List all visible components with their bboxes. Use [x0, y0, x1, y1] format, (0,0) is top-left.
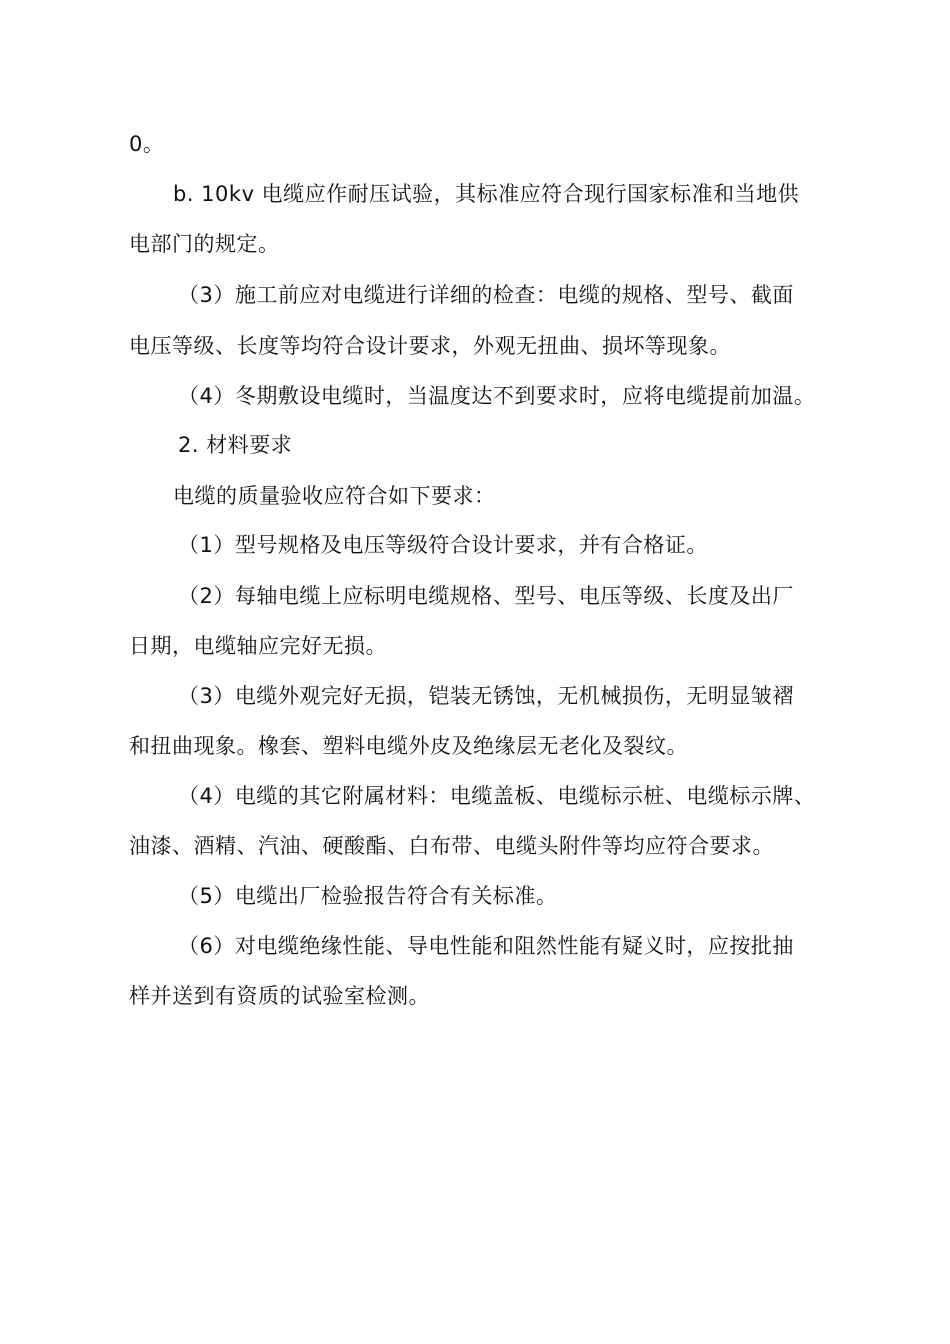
- text-line: 日期，电缆轴应完好无损。: [129, 634, 387, 658]
- text-line: 样并送到有资质的试验室检测。: [129, 984, 430, 1008]
- text-line: 电缆的质量验收应符合如下要求：: [173, 484, 496, 508]
- text-line: （4）冬期敷设电缆时，当温度达不到要求时，应将电缆提前加温。: [178, 384, 816, 408]
- text-line: 油漆、酒精、汽油、硬酸酯、白布带、电缆头附件等均应符合要求。: [129, 834, 774, 858]
- text-line: 电部门的规定。: [129, 232, 280, 256]
- text-line: （3）电缆外观完好无损，铠装无锈蚀，无机械损伤，无明显皱褶: [178, 684, 794, 708]
- text-line: （1）型号规格及电压等级符合设计要求，并有合格证。: [178, 533, 708, 557]
- text-line: （2）每轴电缆上应标明电缆规格、型号、电压等级、长度及出厂: [178, 584, 794, 608]
- text-line: b. 10kv 电缆应作耐压试验，其标准应符合现行国家标准和当地供: [173, 182, 800, 206]
- text-line: 电压等级、长度等均符合设计要求，外观无扭曲、损坏等现象。: [129, 334, 731, 358]
- text-line: 和扭曲现象。橡套、塑料电缆外皮及绝缘层无老化及裂纹。: [129, 734, 688, 758]
- section-heading: 2. 材料要求: [178, 433, 293, 457]
- text-line: （4）电缆的其它附属材料：电缆盖板、电缆标示桩、电缆标示牌、: [178, 784, 816, 808]
- text-line: （3）施工前应对电缆进行详细的检查：电缆的规格、型号、截面: [178, 283, 794, 307]
- text-line: 0。: [129, 132, 165, 156]
- text-line: （5）电缆出厂检验报告符合有关标准。: [178, 884, 558, 908]
- text-line: （6）对电缆绝缘性能、导电性能和阻然性能有疑义时，应按批抽: [178, 934, 794, 958]
